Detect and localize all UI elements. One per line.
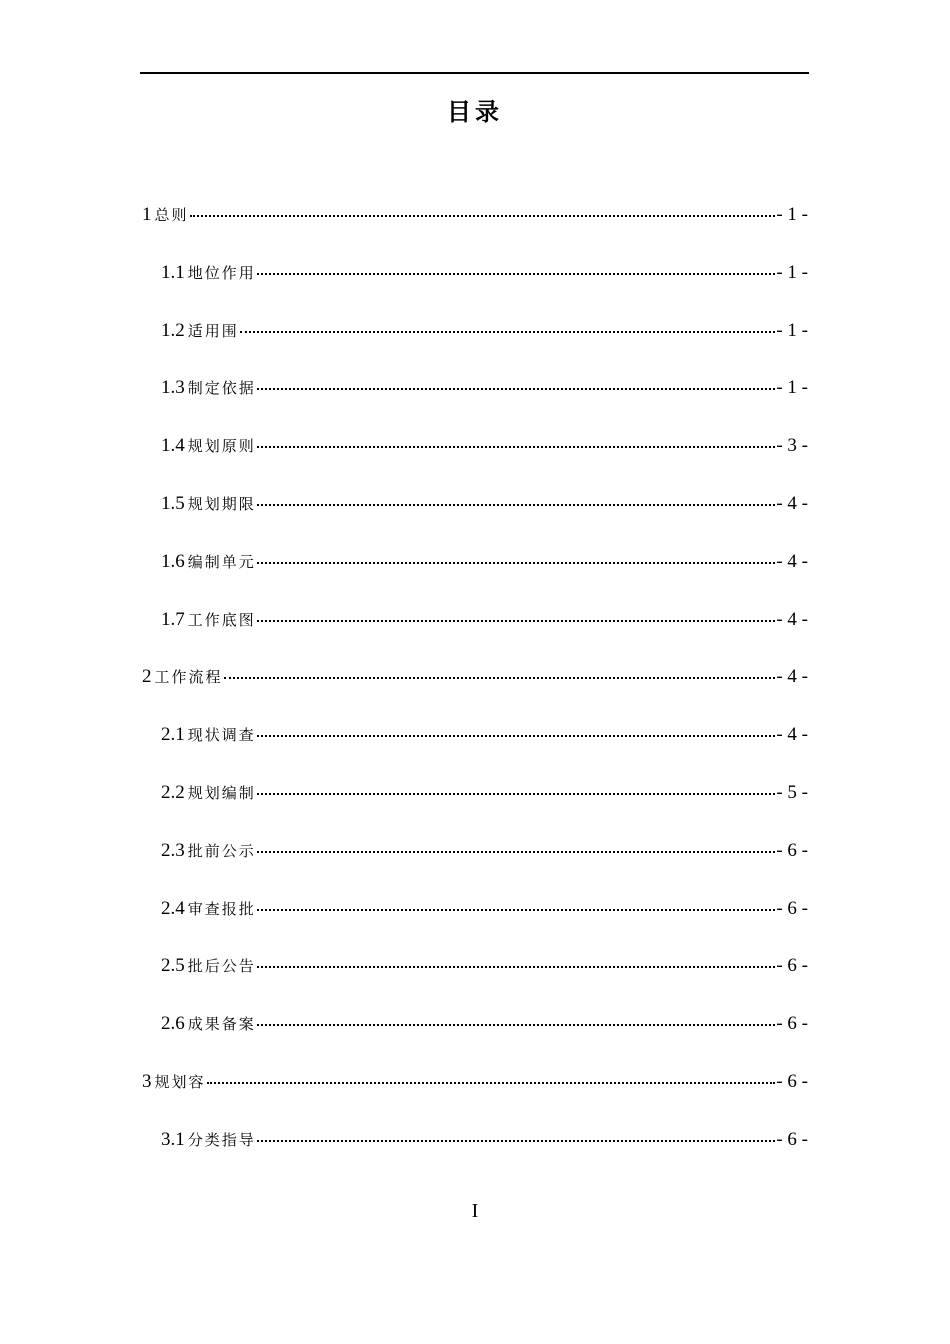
- toc-entry-title: 成果备案: [187, 1015, 256, 1034]
- toc-entry[interactable]: [142, 666, 808, 724]
- toc-entry-title: 规划原则: [187, 437, 256, 456]
- toc-entry-number: 1.5: [161, 492, 185, 514]
- toc-entry-number: 1: [142, 204, 152, 225]
- toc-entry-page: - 4 -: [776, 608, 808, 630]
- toc-entry-title: 适用围: [187, 321, 239, 340]
- toc-entry[interactable]: [142, 435, 808, 493]
- toc-dot-leader: [257, 620, 776, 622]
- toc-dot-leader: [257, 793, 776, 795]
- toc-entry[interactable]: [142, 609, 808, 667]
- toc-entry[interactable]: [142, 551, 808, 609]
- toc-entry-number: 2: [142, 666, 152, 688]
- toc-entry-number: 2.1: [161, 724, 185, 746]
- toc-entry-number: 1.6: [161, 550, 185, 572]
- toc-list: [142, 204, 808, 1187]
- toc-dot-leader: [257, 562, 776, 564]
- toc-entry-number: 1.3: [161, 377, 185, 399]
- toc-dot-leader: [240, 331, 776, 333]
- toc-entry-page: - 6 -: [776, 1128, 808, 1150]
- toc-entry[interactable]: [142, 1071, 808, 1129]
- toc-entry-page: - 1 -: [776, 377, 808, 399]
- toc-dot-leader: [257, 966, 776, 968]
- toc-entry-title: 审查报批: [187, 899, 256, 918]
- toc-entry-number: 2.3: [161, 839, 185, 861]
- toc-entry[interactable]: [142, 493, 808, 551]
- toc-entry-page: - 5 -: [776, 781, 808, 803]
- toc-entry-number: 1.2: [161, 319, 185, 341]
- header-rule: [140, 72, 809, 74]
- toc-entry[interactable]: [142, 377, 808, 435]
- toc-dot-leader: [257, 909, 776, 911]
- toc-entry-page: - 4 -: [776, 724, 808, 746]
- toc-entry-number: 3.1: [161, 1128, 185, 1150]
- toc-entry-title: 编制单元: [187, 552, 256, 571]
- toc-entry-number: 1.1: [161, 261, 185, 283]
- toc-entry-number: 3: [142, 1070, 152, 1092]
- toc-entry-title: 工作底图: [187, 610, 256, 629]
- toc-entry-title: 分类指导: [187, 1130, 256, 1149]
- toc-entry[interactable]: [142, 955, 808, 1013]
- toc-title: 目录: [447, 98, 503, 126]
- toc-entry-title: 规划期限: [187, 494, 256, 513]
- toc-entry-page: - 1 -: [776, 261, 808, 283]
- toc-dot-leader: [257, 735, 776, 737]
- toc-entry-page: - 6 -: [776, 839, 808, 861]
- toc-entry-title: 地位作用: [187, 263, 256, 282]
- toc-entry-title: 现状调查: [187, 726, 256, 745]
- toc-dot-leader: [257, 388, 776, 390]
- toc-entry-page: - 6 -: [776, 955, 808, 977]
- toc-entry-title: 规划编制: [187, 783, 256, 802]
- toc-entry-page: - 3 -: [776, 435, 808, 457]
- toc-entry-title: 总则: [154, 206, 189, 224]
- toc-dot-leader: [224, 677, 776, 679]
- toc-entry-page: - 1 -: [776, 319, 808, 341]
- toc-entry[interactable]: [142, 262, 808, 320]
- toc-entry[interactable]: [142, 1129, 808, 1187]
- toc-entry[interactable]: [142, 724, 808, 782]
- toc-entry-number: 2.4: [161, 897, 185, 919]
- toc-entry[interactable]: [142, 320, 808, 378]
- toc-dot-leader: [257, 851, 776, 853]
- toc-entry-title: 规划容: [154, 1072, 206, 1091]
- toc-entry[interactable]: [142, 840, 808, 898]
- toc-entry-page: - 4 -: [776, 550, 808, 572]
- toc-dot-leader: [257, 273, 776, 275]
- toc-entry[interactable]: [142, 204, 808, 262]
- toc-entry[interactable]: [142, 782, 808, 840]
- toc-entry[interactable]: [142, 1013, 808, 1071]
- toc-entry-page: - 1 -: [776, 204, 808, 225]
- toc-entry-number: 2.5: [161, 955, 185, 977]
- toc-dot-leader: [257, 446, 776, 448]
- toc-entry-page: - 4 -: [776, 666, 808, 688]
- toc-dot-leader: [257, 1024, 776, 1026]
- toc-entry-page: - 6 -: [776, 1013, 808, 1035]
- toc-entry-number: 1.7: [161, 608, 185, 630]
- toc-dot-leader: [257, 1140, 776, 1142]
- toc-entry-page: - 4 -: [776, 492, 808, 514]
- page-number: I: [471, 1200, 479, 1222]
- toc-entry-number: 2.2: [161, 781, 185, 803]
- toc-dot-leader: [207, 1082, 776, 1084]
- toc-entry-page: - 6 -: [776, 1070, 808, 1092]
- toc-entry-page: - 6 -: [776, 897, 808, 919]
- toc-dot-leader: [257, 504, 776, 506]
- toc-entry-title: 工作流程: [154, 668, 223, 687]
- toc-entry-title: 批前公示: [187, 841, 256, 860]
- toc-entry-number: 1.4: [161, 435, 185, 457]
- toc-entry[interactable]: [142, 898, 808, 956]
- toc-entry-title: 制定依据: [187, 379, 256, 398]
- toc-dot-leader: [190, 215, 776, 217]
- toc-entry-title: 批后公告: [187, 957, 256, 976]
- toc-entry-number: 2.6: [161, 1013, 185, 1035]
